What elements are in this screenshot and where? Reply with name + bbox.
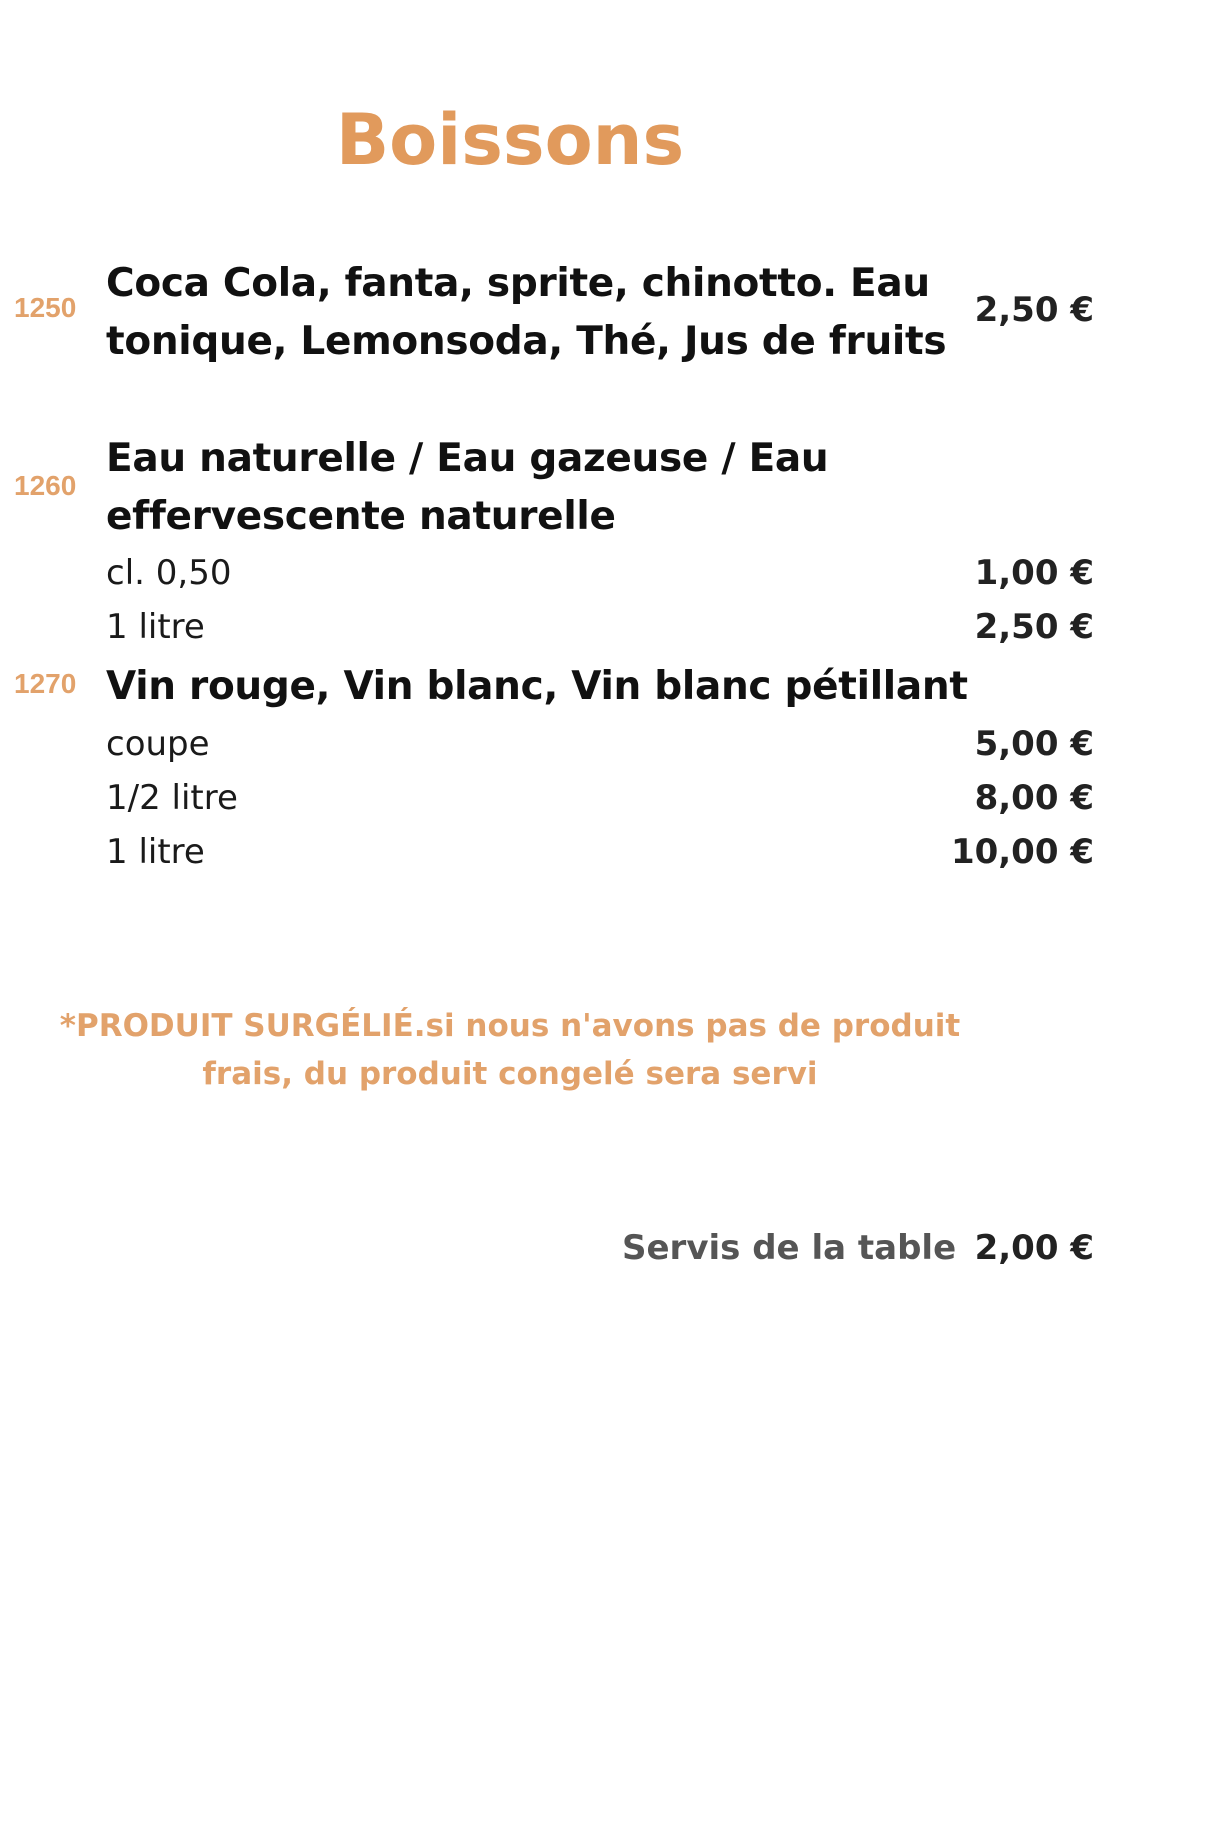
service-label: Servis de la table [622, 1228, 957, 1268]
option-label: 1/2 litre [106, 778, 238, 818]
item-code: 1270 [14, 668, 77, 699]
option-price: 5,00 € [974, 724, 1094, 764]
option-price: 2,50 € [974, 607, 1094, 647]
item-code: 1250 [14, 292, 77, 323]
option-price: 10,00 € [950, 832, 1094, 872]
frozen-product-note [0, 1002, 1020, 1098]
item-code: 1260 [14, 470, 77, 501]
option-label: coupe [106, 724, 210, 764]
note-line: *PRODUIT SURGÉLIÉ.si nous n'avons pas de produit [59, 1008, 961, 1044]
item-price: 2,50 € [974, 290, 1094, 330]
page-title: Boissons [335, 99, 685, 181]
item-name-line: effervescente naturelle [106, 494, 616, 539]
option-price: 8,00 € [974, 778, 1094, 818]
item-name-line: Vin rouge, Vin blanc, Vin blanc pétillant [106, 664, 968, 709]
item-name-line: Eau naturelle / Eau gazeuse / Eau [106, 436, 829, 481]
service-price: 2,00 € [974, 1228, 1094, 1268]
item-name-line: Coca Cola, fanta, sprite, chinotto. Eau [106, 261, 930, 306]
option-label: cl. 0,50 [106, 553, 232, 593]
note-line: frais, du produit congelé sera servi [202, 1056, 818, 1092]
option-label: 1 litre [106, 832, 205, 872]
option-price: 1,00 € [974, 553, 1094, 593]
option-label: 1 litre [106, 607, 205, 647]
item-name-line: tonique, Lemonsoda, Thé, Jus de fruits [106, 319, 947, 364]
